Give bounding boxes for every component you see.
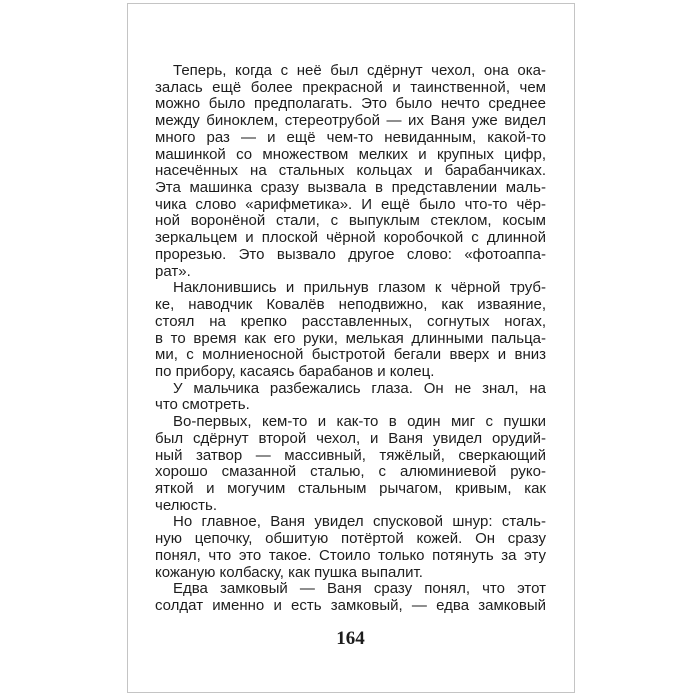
text-line: стоял на крепко расставленных, согнутых ногах, <box>155 312 546 330</box>
text-line: рат». <box>155 262 191 280</box>
text-line: машинкой со множеством мелких и крупных цифр, <box>155 145 546 163</box>
text-line: можно было предполагать. Это было нечто среднее <box>155 95 546 113</box>
text-line: хорошо смазанной сталью, с алюминиевой руко- <box>155 463 546 481</box>
text-line: чика слово «арифметика». И ещё было что-то чёр- <box>155 195 546 213</box>
text-line: по прибору, касаясь барабанов и колец. <box>155 362 435 380</box>
text-line: кожаную колбаску, как пушка выпалит. <box>155 563 423 581</box>
text-column <box>155 63 546 615</box>
text-line: яткой и могучим стальным рычагом, кривым, как <box>155 479 546 497</box>
text-line: ке, наводчик Ковалёв неподвижно, как изваяние, <box>155 296 546 314</box>
text-line: зеркальцем и плоской чёрной коробочкой с длинной <box>155 229 546 247</box>
text-line: челюсть. <box>155 496 218 514</box>
text-line: понял, что это такое. Стоило только потянуть за эту <box>155 546 546 564</box>
text-line: Теперь, когда с неё был сдёрнут чехол, она ока- <box>173 62 546 79</box>
text-line: Наклонившись и прильнув глазом к чёрной труб- <box>173 279 546 297</box>
text-line: У мальчика разбежались глаза. Он не знал, на <box>173 379 546 397</box>
text-line: что смотреть. <box>155 396 250 414</box>
text-line: в то время как его руки, мелькая длинными пальца- <box>155 329 546 347</box>
text-line: Едва замковый — Ваня сразу понял, что этот <box>173 580 546 598</box>
text-line: ной воронёной стали, с выпуклым стеклом, косым <box>155 212 546 230</box>
page-number: 164 <box>336 628 365 649</box>
text-line: насечённых на стальных кольцах и барабанчиках. <box>155 162 546 180</box>
text-line: ный затвор — массивный, тяжёлый, сверкающий <box>155 446 546 464</box>
text-line: был сдёрнут второй чехол, и Ваня увидел орудий- <box>155 429 546 447</box>
text-line: Эта машинка сразу вызвала в представлении маль- <box>155 179 546 197</box>
text-line: Но главное, Ваня увидел спусковой шнур: сталь- <box>173 513 546 531</box>
text-line: между биноклем, стереотрубой — их Ваня уже видел <box>155 112 546 130</box>
text-line: прорезью. Это вызвало другое слово: «фотоаппа- <box>155 245 546 263</box>
text-line: ную цепочку, обшитую потёртой кожей. Он сразу <box>155 530 546 548</box>
text-line: ми, с молниеносной быстротой бегали вверх и вниз <box>155 346 546 364</box>
text-line: солдат именно и есть замковый, — едва замковый <box>155 597 546 614</box>
text-line: Во-первых, кем-то и как-то в один миг с пушки <box>173 413 546 431</box>
text-line: залась ещё более прекрасной и таинственной, чем <box>155 78 546 96</box>
text-line: много раз — и ещё чем-то невиданным, какой-то <box>155 128 546 146</box>
